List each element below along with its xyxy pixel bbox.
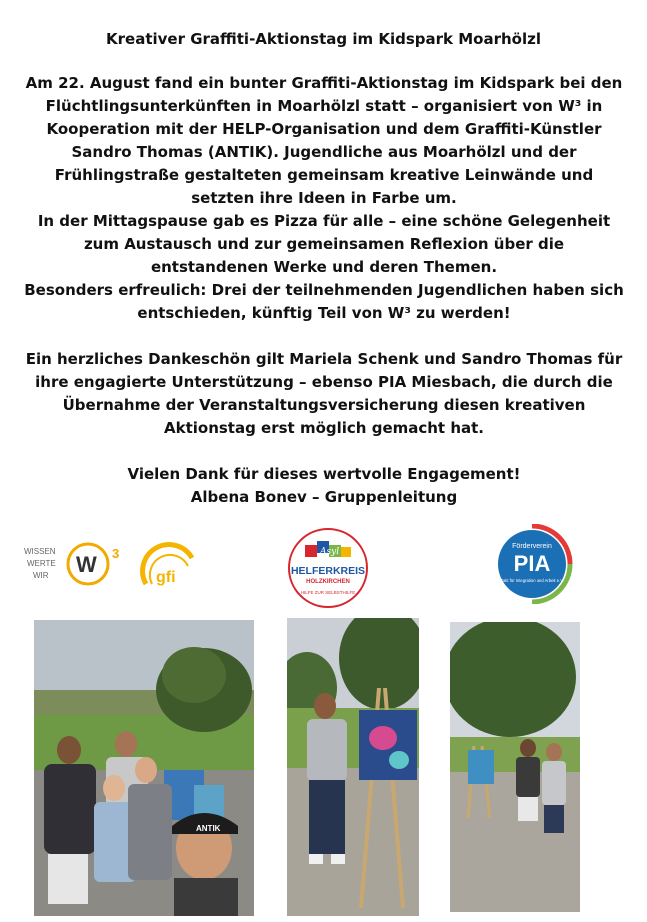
pia-sub: Pakt für Integration und Arbeit e.V. [500,578,564,583]
article-body [24,72,624,509]
helferkreis-name: HELFERKREIS [290,565,366,577]
partner-logos [0,520,647,610]
gfi-logo-text: gfi [156,569,176,586]
photo-easel-conversation [450,622,580,912]
gfi-logo [138,536,200,592]
paragraph-lunch: In der Mittagspause gab es Pizza für alle – eine schöne Gelegenheit zum Austausch und zur gemeinsamen Reflexion über die entstandenen Werke und deren Themen. [37,212,611,276]
helferkreis-motto: HILFE ZUR SELBSTHILFE [300,590,356,595]
paragraph-intro: Am 22. August fand ein bunter Graffiti-Aktionstag im Kidspark bei den Flüchtlingsunterkünften in Moarhölzl statt – organisiert von W³ in Kooperation mit der HELP-Organisation und dem Graffiti-Künstler Sandro Thomas (ANTIK). Jugendliche aus Moarhölzl und der Frühlingstraße gestalteten gemeinsam kreative Leinwände und setzten ihre Ideen in Farbe um. [25,74,623,207]
w3-logo-line1: WISSEN [24,547,56,556]
helferkreis-logo [287,527,369,609]
page-title: Kreativer Graffiti-Aktionstag im Kidspark Moarhölzl [106,30,541,48]
pia-logo [488,524,576,604]
paragraph-new-members: Besonders erfreulich: Drei der teilnehmenden Jugendlichen haben sich entschieden, künftig Teil von W³ zu werden! [24,281,624,322]
pia-top: Förderverein [512,543,552,550]
cap-text: ANTIK [196,824,221,833]
helferkreis-center: Asyl [320,547,340,557]
w3-logo-mark: W [76,552,97,577]
w3-logo-line2: WERTE [27,559,56,568]
paragraph-thanks: Ein herzliches Dankeschön gilt Mariela Schenk und Sandro Thomas für ihre engagierte Unterstützung – ebenso PIA Miesbach, die durch die Übernahme der Veranstaltungsversicherung diesen kreativen Aktionstag erst möglich gemacht hat. [25,350,623,437]
pia-name: PIA [513,551,551,576]
photo-painting-easel [287,618,419,916]
w3-logo-line3: WIR [33,571,49,580]
paragraph-closing: Vielen Dank für dieses wertvolle Engagement! [127,465,521,483]
w3-logo-sup: 3 [112,546,120,561]
w3-logo [24,538,132,590]
signature: Albena Bonev – Gruppenleitung [190,488,458,506]
photo-group-selfie [34,620,254,916]
helferkreis-city: HOLZKIRCHEN [306,579,350,585]
